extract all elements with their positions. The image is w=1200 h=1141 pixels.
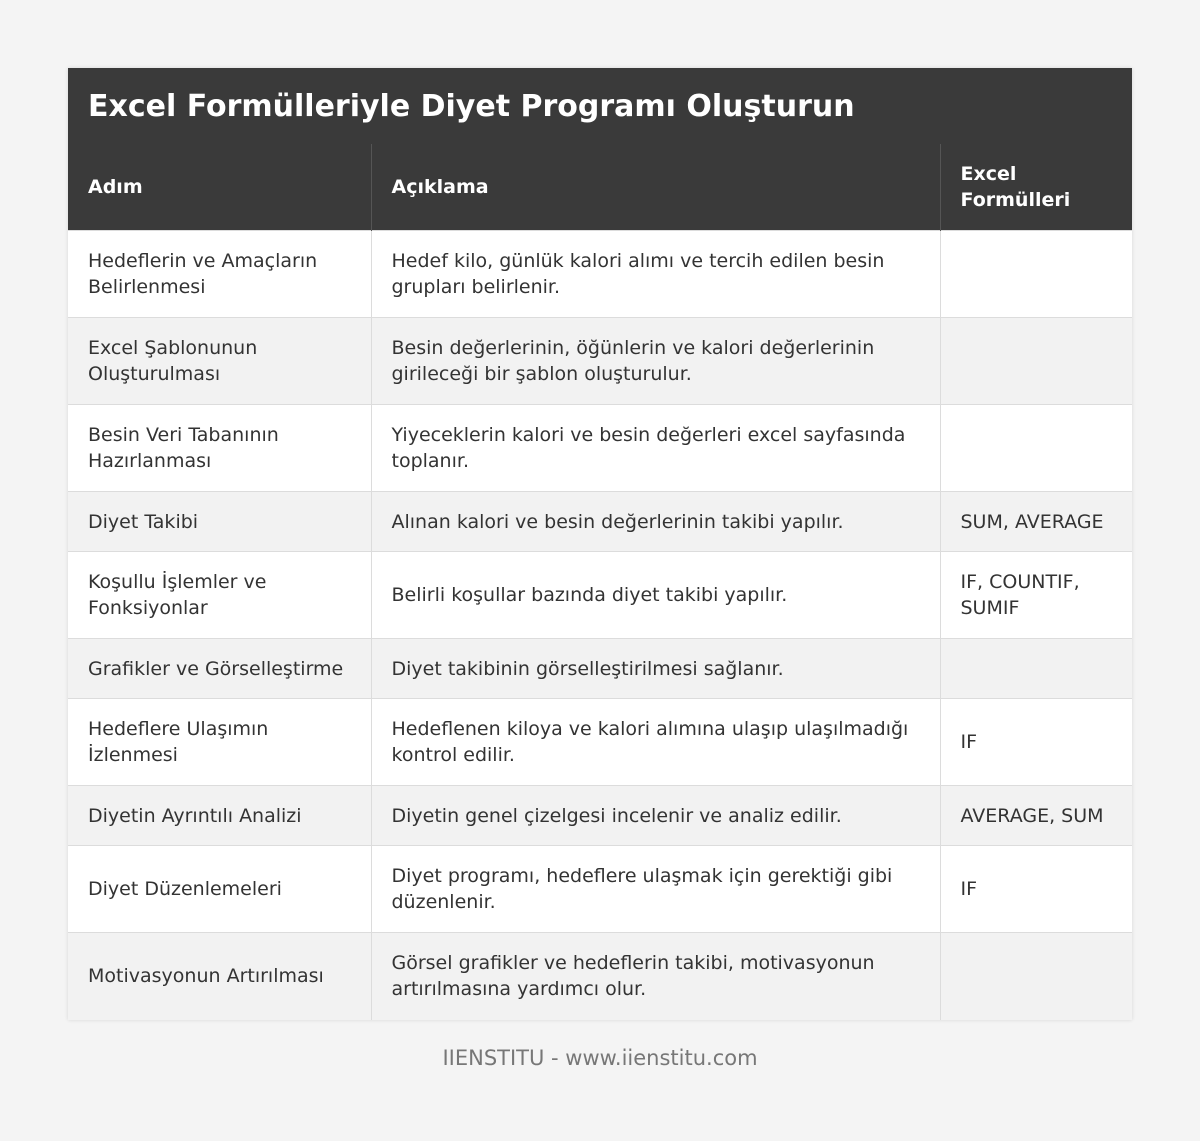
table-title: Excel Formülleriyle Diyet Programı Oluşturun <box>68 68 1132 144</box>
cell-step: Besin Veri Tabanının Hazırlanması <box>68 405 371 492</box>
cell-formulas: IF <box>940 699 1132 786</box>
cell-description: Alınan kalori ve besin değerlerinin takibi yapılır. <box>371 492 940 552</box>
cell-formulas: IF, COUNTIF, SUMIF <box>940 552 1132 639</box>
cell-formulas <box>940 231 1132 318</box>
table-row <box>68 786 1132 846</box>
table-row <box>68 846 1132 933</box>
table-row <box>68 699 1132 786</box>
cell-step: Diyet Takibi <box>68 492 371 552</box>
column-header-step: Adım <box>68 144 371 231</box>
cell-step: Diyetin Ayrıntılı Analizi <box>68 786 371 846</box>
diet-steps-table <box>68 144 1132 1020</box>
diet-table-card <box>68 68 1132 1020</box>
cell-formulas: SUM, AVERAGE <box>940 492 1132 552</box>
cell-formulas <box>940 318 1132 405</box>
cell-description: Besin değerlerinin, öğünlerin ve kalori değerlerinin girileceği bir şablon oluşturulur. <box>371 318 940 405</box>
cell-description: Diyet programı, hedeflere ulaşmak için gerektiği gibi düzenlenir. <box>371 846 940 933</box>
table-row <box>68 318 1132 405</box>
table-row <box>68 639 1132 699</box>
cell-formulas: IF <box>940 846 1132 933</box>
footer-credit: IIENSTITU - www.iienstitu.com <box>442 1046 758 1070</box>
cell-description: Diyet takibinin görselleştirilmesi sağlanır. <box>371 639 940 699</box>
cell-description: Yiyeceklerin kalori ve besin değerleri excel sayfasında toplanır. <box>371 405 940 492</box>
cell-description: Hedef kilo, günlük kalori alımı ve tercih edilen besin grupları belirlenir. <box>371 231 940 318</box>
cell-description: Belirli koşullar bazında diyet takibi yapılır. <box>371 552 940 639</box>
column-header-formulas: Excel Formülleri <box>940 144 1132 231</box>
cell-formulas <box>940 639 1132 699</box>
table-row <box>68 405 1132 492</box>
cell-step: Grafikler ve Görselleştirme <box>68 639 371 699</box>
cell-step: Hedeflere Ulaşımın İzlenmesi <box>68 699 371 786</box>
header-row <box>68 144 1132 231</box>
cell-description: Hedeflenen kiloya ve kalori alımına ulaşıp ulaşılmadığı kontrol edilir. <box>371 699 940 786</box>
table-row <box>68 933 1132 1020</box>
cell-description: Görsel grafikler ve hedeflerin takibi, motivasyonun artırılmasına yardımcı olur. <box>371 933 940 1020</box>
cell-description: Diyetin genel çizelgesi incelenir ve analiz edilir. <box>371 786 940 846</box>
cell-step: Hedeflerin ve Amaçların Belirlenmesi <box>68 231 371 318</box>
cell-formulas <box>940 405 1132 492</box>
table-row <box>68 552 1132 639</box>
cell-step: Motivasyonun Artırılması <box>68 933 371 1020</box>
cell-step: Koşullu İşlemler ve Fonksiyonlar <box>68 552 371 639</box>
cell-formulas: AVERAGE, SUM <box>940 786 1132 846</box>
cell-formulas <box>940 933 1132 1020</box>
table-row <box>68 492 1132 552</box>
cell-step: Excel Şablonunun Oluşturulması <box>68 318 371 405</box>
column-header-description: Açıklama <box>371 144 940 231</box>
cell-step: Diyet Düzenlemeleri <box>68 846 371 933</box>
table-row <box>68 231 1132 318</box>
